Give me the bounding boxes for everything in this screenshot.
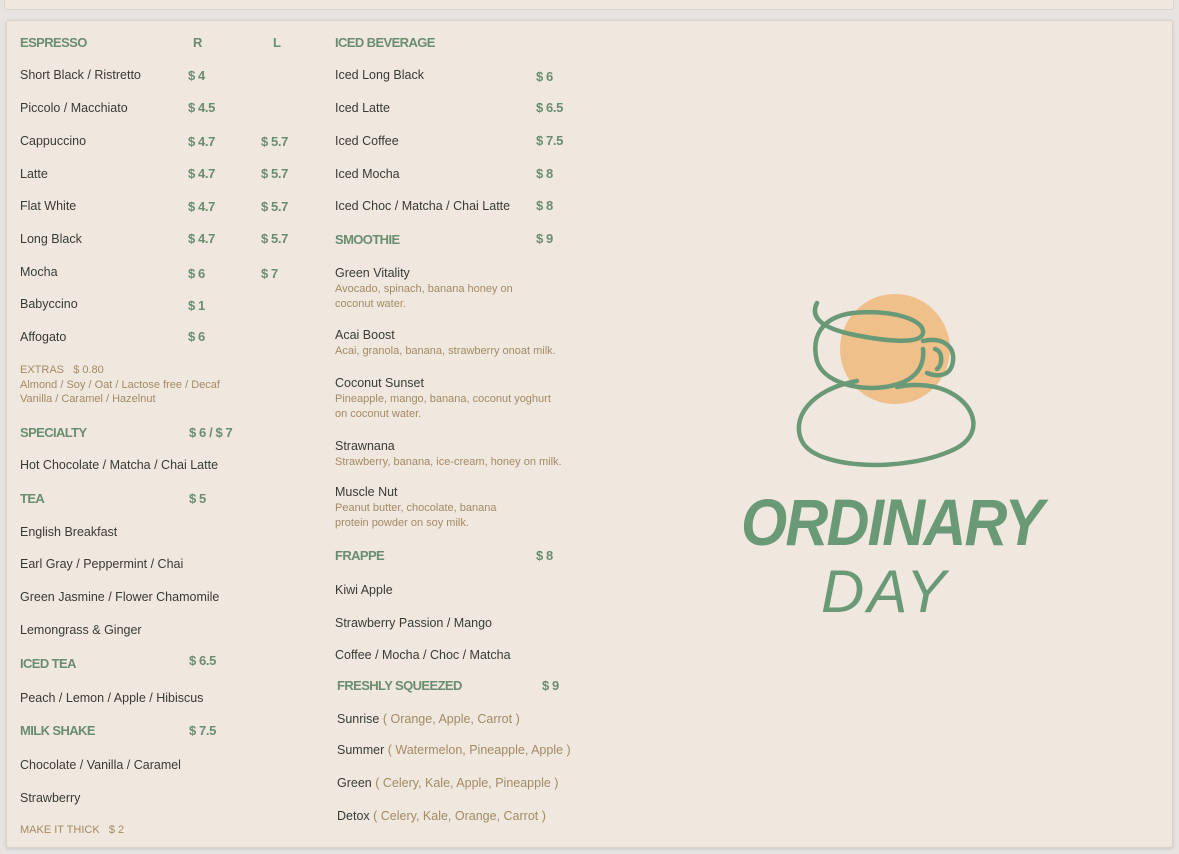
extras-options: Almond / Soy / Oat / Lactose free / Decaf [20, 379, 220, 391]
freshly-squeezed-price: $ 9 [542, 678, 559, 693]
juice-name: Summer [337, 743, 385, 757]
juice-item [337, 712, 520, 727]
iced-tea-header: ICED TEA [20, 656, 76, 671]
regular-size-header: R [193, 35, 202, 50]
menu-item-price-l: $ 5.7 [261, 231, 288, 246]
iced-beverage-header: ICED BEVERAGE [335, 35, 435, 50]
menu-item-price: $ 8 [536, 198, 553, 213]
thick-price: $ 2 [108, 824, 125, 836]
menu-item-price-l: $ 5.7 [261, 134, 288, 149]
smoothie-header: SMOOTHIE [335, 232, 400, 247]
smoothie-name: Acai Boost [335, 328, 395, 342]
menu-item-price-r: $ 4 [188, 68, 205, 83]
menu-item-name: Iced Mocha [335, 167, 400, 181]
menu-item-name: Peach / Lemon / Apple / Hibiscus [20, 691, 204, 705]
menu-item-name: Affogato [20, 330, 67, 344]
menu-item-price-l: $ 5.7 [261, 199, 288, 214]
large-size-header: L [273, 35, 281, 50]
thick-label: MAKE IT THICK [20, 824, 100, 836]
smoothie-desc: Strawberry, banana, ice-cream, honey on milk. [335, 456, 562, 468]
specialty-price: $ 6 / $ 7 [189, 425, 233, 440]
extras-label: EXTRAS [20, 364, 65, 376]
smoothie-desc: protein powder on soy milk. [335, 517, 469, 529]
iced-tea-price: $ 6.5 [189, 653, 216, 668]
juice-name: Sunrise [337, 712, 380, 726]
tea-price: $ 5 [189, 491, 206, 506]
menu-item-price-r: $ 4.5 [188, 100, 215, 115]
smoothie-desc: Avocado, spinach, banana honey on [335, 283, 513, 295]
menu-item-name: Green Jasmine / Flower Chamomile [20, 590, 220, 604]
frappe-price: $ 8 [536, 548, 553, 563]
menu-item-price: $ 8 [536, 166, 553, 181]
smoothie-desc: on coconut water. [335, 408, 422, 420]
menu-item-name: Cappuccino [20, 134, 87, 148]
coffee-cup-logo-icon [785, 289, 985, 479]
milk-shake-price: $ 7.5 [189, 723, 216, 738]
extras-syrups: Vanilla / Caramel / Hazelnut [20, 393, 156, 405]
juice-ingredients: ( Watermelon, Pineapple, Apple ) [387, 743, 571, 757]
menu-item-name: Lemongrass & Ginger [20, 623, 142, 637]
juice-item [337, 743, 571, 758]
juice-ingredients: ( Celery, Kale, Orange, Carrot ) [373, 809, 546, 823]
menu-item-price-l: $ 7 [261, 266, 278, 281]
menu-item-name: Hot Chocolate / Matcha / Chai Latte [20, 458, 219, 472]
juice-ingredients: ( Orange, Apple, Carrot ) [382, 712, 520, 726]
smoothie-desc: Peanut butter, chocolate, banana [335, 502, 497, 514]
juice-ingredients: ( Celery, Kale, Apple, Pineapple ) [375, 776, 559, 790]
menu-item-price-r: $ 4.7 [188, 134, 215, 149]
smoothie-name: Coconut Sunset [335, 376, 424, 390]
menu-item-price-r: $ 4.7 [188, 166, 215, 181]
menu-item-name: Iced Coffee [335, 134, 399, 148]
brand-name-day: DAY [821, 558, 949, 625]
freshly-squeezed-header: FRESHLY SQUEEZED [337, 678, 462, 693]
juice-name: Detox [337, 809, 370, 823]
tea-header: TEA [20, 491, 45, 506]
menu-item-name: Iced Choc / Matcha / Chai Latte [335, 199, 511, 213]
menu-item-name: English Breakfast [20, 525, 118, 539]
smoothie-name: Green Vitality [335, 266, 410, 280]
menu-item-name: Strawberry [20, 791, 81, 805]
menu-item-name: Babyccino [20, 297, 78, 311]
extras-price: $ 0.80 [73, 364, 104, 376]
brand-name-ordinary: ORDINARY [741, 485, 1043, 559]
menu-item-name: Flat White [20, 199, 77, 213]
espresso-header: ESPRESSO [20, 35, 87, 50]
juice-name: Green [337, 776, 372, 790]
menu-item-name: Piccolo / Macchiato [20, 101, 128, 115]
menu-item-name: Long Black [20, 232, 82, 246]
menu-item-name: Earl Gray / Peppermint / Chai [20, 557, 184, 571]
menu-page [6, 20, 1173, 848]
menu-item-price-r: $ 6 [188, 266, 205, 281]
menu-item-price: $ 7.5 [536, 133, 563, 148]
menu-item-name: Latte [20, 167, 48, 181]
smoothie-desc: coconut water. [335, 298, 406, 310]
menu-item-price: $ 6.5 [536, 100, 563, 115]
smoothie-desc: Pineapple, mango, banana, coconut yoghurt [335, 393, 551, 405]
specialty-header: SPECIALTY [20, 425, 87, 440]
menu-item-name: Iced Long Black [335, 68, 424, 82]
menu-item-name: Chocolate / Vanilla / Caramel [20, 758, 181, 772]
menu-item-name: Kiwi Apple [335, 583, 393, 597]
menu-item-name: Iced Latte [335, 101, 390, 115]
menu-item-name: Short Black / Ristretto [20, 68, 141, 82]
menu-item-price: $ 6 [536, 69, 553, 84]
smoothie-price: $ 9 [536, 231, 553, 246]
previous-page-edge [4, 0, 1174, 10]
menu-item-name: Coffee / Mocha / Choc / Matcha [335, 648, 511, 662]
menu-item-price-r: $ 4.7 [188, 231, 215, 246]
menu-item-price-l: $ 5.7 [261, 166, 288, 181]
smoothie-name: Muscle Nut [335, 485, 398, 499]
smoothie-name: Strawnana [335, 439, 395, 453]
menu-item-price-r: $ 4.7 [188, 199, 215, 214]
menu-item-price-r: $ 6 [188, 329, 205, 344]
juice-item [337, 809, 546, 824]
menu-item-price-r: $ 1 [188, 298, 205, 313]
extras-note [20, 363, 104, 377]
menu-item-name: Strawberry Passion / Mango [335, 616, 493, 630]
milk-shake-header: MILK SHAKE [20, 723, 95, 738]
menu-item-name: Mocha [20, 265, 58, 279]
juice-item [337, 776, 558, 791]
smoothie-desc: Acai, granola, banana, strawberry onoat milk. [335, 345, 556, 357]
make-it-thick-note [20, 823, 124, 837]
frappe-header: FRAPPE [335, 548, 385, 563]
